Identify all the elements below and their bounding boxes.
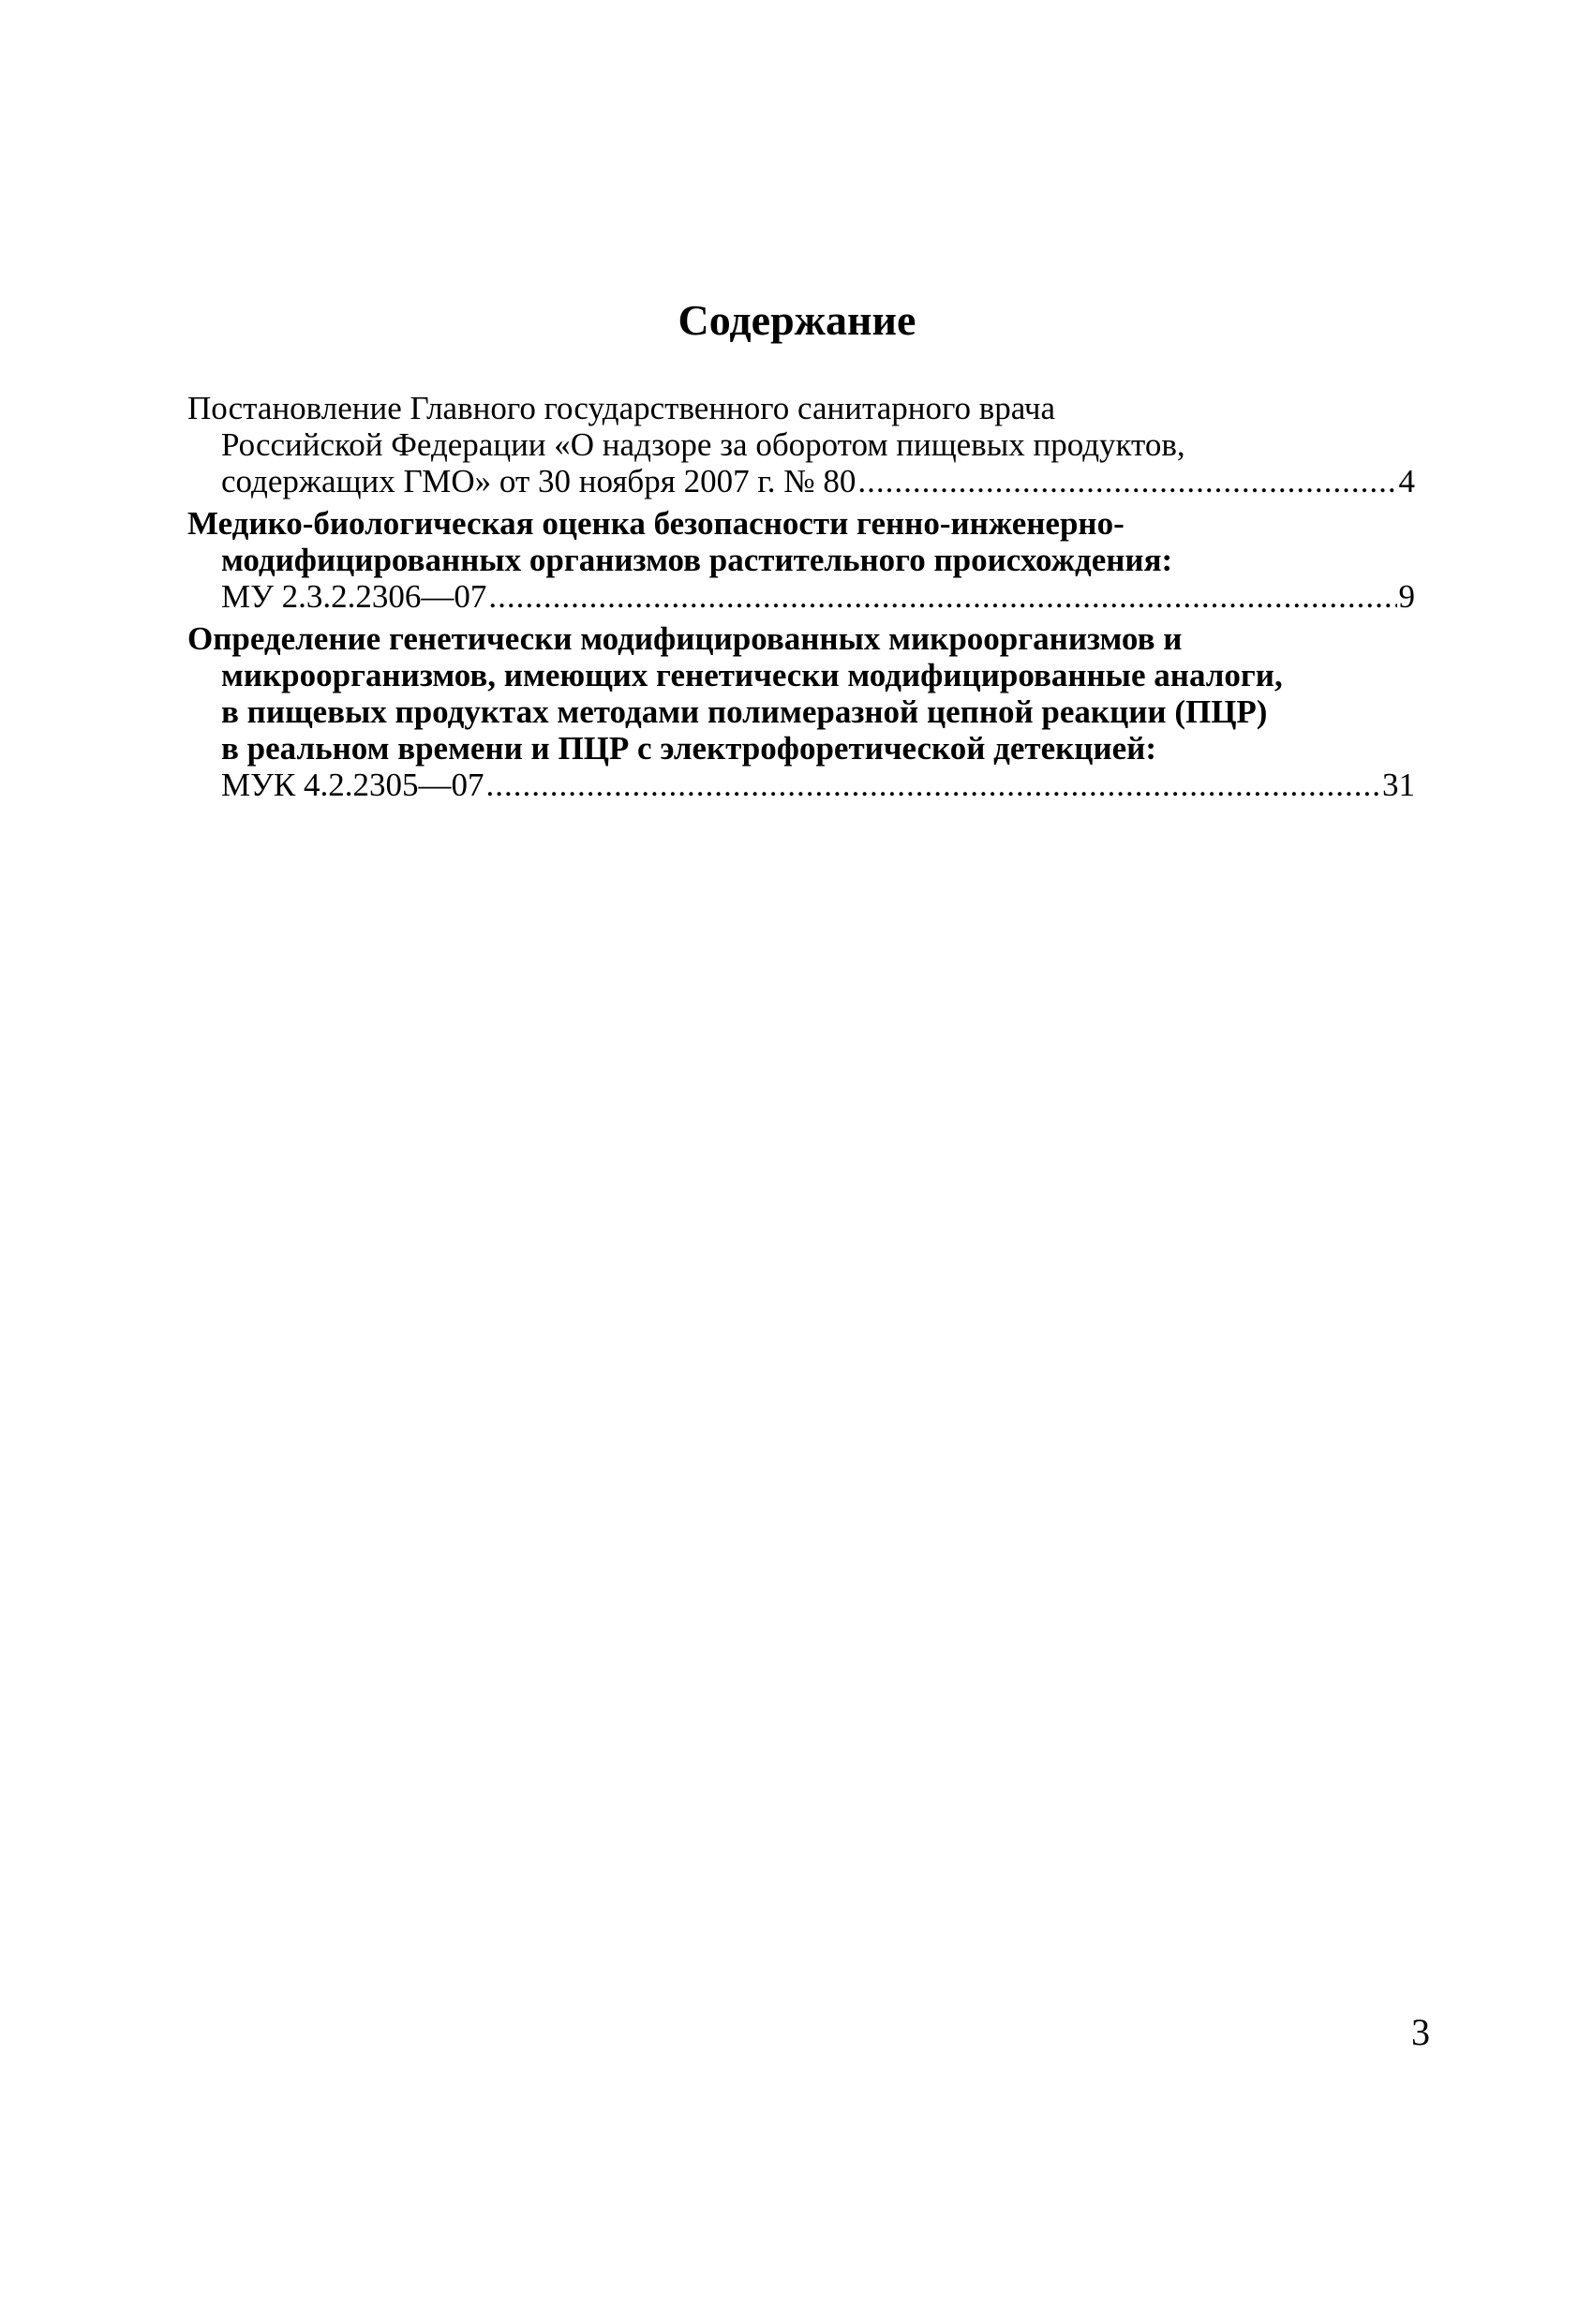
toc-entry-line: микроорганизмов, имеющих генетически модифицированные аналоги,: [221, 657, 1283, 693]
toc-entry-line: Медико-биологическая оценка безопасности генно-инженерно-: [187, 505, 1125, 542]
toc-title: Содержание: [678, 296, 916, 344]
toc-entry-line: в пищевых продуктах методами полимеразной цепной реакции (ПЦР): [221, 693, 1268, 730]
dot-leader: [857, 463, 1396, 499]
toc-entry-line: в реальном времени и ПЦР с электрофоретической детекцией:: [221, 730, 1156, 767]
toc-entry-leader-line: [187, 578, 1415, 615]
toc-entry-leader-line: [187, 463, 1415, 499]
toc-entry-last-line: МУК 4.2.2305—07: [221, 767, 484, 803]
toc-entry-line: модифицированных организмов растительного происхождения:: [221, 542, 1173, 578]
toc-entry-last-line: содержащих ГМО» от 30 ноября 2007 г. № 80: [221, 463, 857, 499]
toc-entry-last-line: МУ 2.3.2.2306—07: [221, 578, 487, 615]
toc-entry-page: 9: [1398, 578, 1415, 615]
toc-entry-page: 31: [1382, 767, 1415, 803]
dot-leader: [486, 767, 1381, 803]
toc-entry-mu[interactable]: [187, 505, 1415, 615]
dot-leader: [488, 578, 1396, 615]
table-of-contents: [187, 390, 1415, 809]
toc-entry-leader-line: [187, 767, 1415, 803]
page-number: 3: [1411, 2011, 1430, 2053]
toc-entry-line: Определение генетически модифицированных микроорганизмов и: [187, 620, 1183, 657]
toc-entry-line: Российской Федерации «О надзоре за оборотом пищевых продуктов,: [221, 426, 1185, 463]
toc-entry-resolution[interactable]: [187, 390, 1415, 499]
toc-entry-page: 4: [1398, 463, 1415, 499]
toc-entry-line: Постановление Главного государственного санитарного врача: [187, 390, 1055, 426]
toc-entry-muk[interactable]: [187, 620, 1415, 803]
